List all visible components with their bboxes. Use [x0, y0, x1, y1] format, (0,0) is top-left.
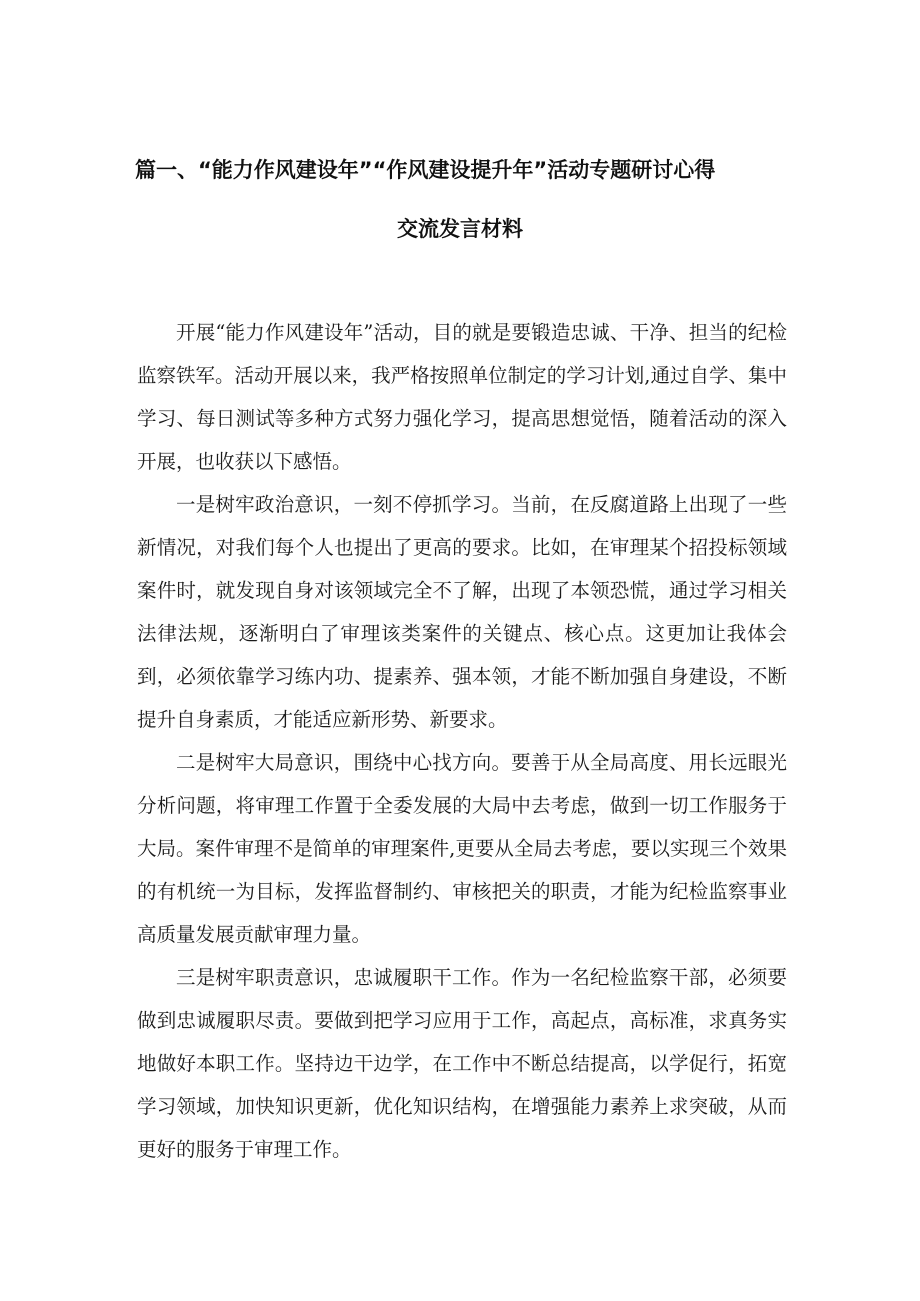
- paragraph-intro: 开展“能力作风建设年”活动，目的就是要锻造忠诚、干净、担当的纪检监察铁军。活动开展以来，我严格按照单位制定的学习计划,通过自学、集中学习、每日测试等多种方式努力强化学习，提高思想觉悟，随着活动的深入开展，也收获以下感悟。: [137, 321, 787, 473]
- document-title-line-1: 篇一、“能力作风建设年”“作风建设提升年”活动专题研讨心得: [135, 158, 716, 182]
- paragraph-duty-awareness: 三是树牢职责意识，忠诚履职干工作。作为一名纪检监察干部，必须要做到忠诚履职尽责。要做到把学习应用于工作，高起点，高标准，求真务实地做好本职工作。坚持边干边学，在工作中不断总结提高，以学促行，拓宽学习领域，加快知识更新，优化知识结构，在增强能力素养上求突破，从而更好的服务于审理工作。: [137, 966, 787, 1161]
- paragraph-political-awareness: 一是树牢政治意识，一刻不停抓学习。当前，在反腐道路上出现了一些新情况，对我们每个人也提出了更高的要求。比如，在审理某个招投标领域案件时，就发现自身对该领域完全不了解，出现了本领恐慌，通过学习相关法律法规，逐渐明白了审理该类案件的关键点、核心点。这更加让我体会到，必须依靠学习练内功、提素养、强本领，才能不断加强自身建设，不断提升自身素质，才能适应新形势、新要求。: [137, 493, 787, 731]
- document-body: [137, 311, 787, 1171]
- paragraph-overall-awareness: 二是树牢大局意识，围绕中心找方向。要善于从全局高度、用长远眼光分析问题，将审理工作置于全委发展的大局中去考虑，做到一切工作服务于大局。案件审理不是简单的审理案件,更要从全局去考虑，要以实现三个效果的有机统一为目标，发挥监督制约、审核把关的职责，才能为纪检监察事业高质量发展贡献审理力量。: [137, 751, 787, 946]
- document-title-line-2: 交流发言材料: [397, 217, 523, 241]
